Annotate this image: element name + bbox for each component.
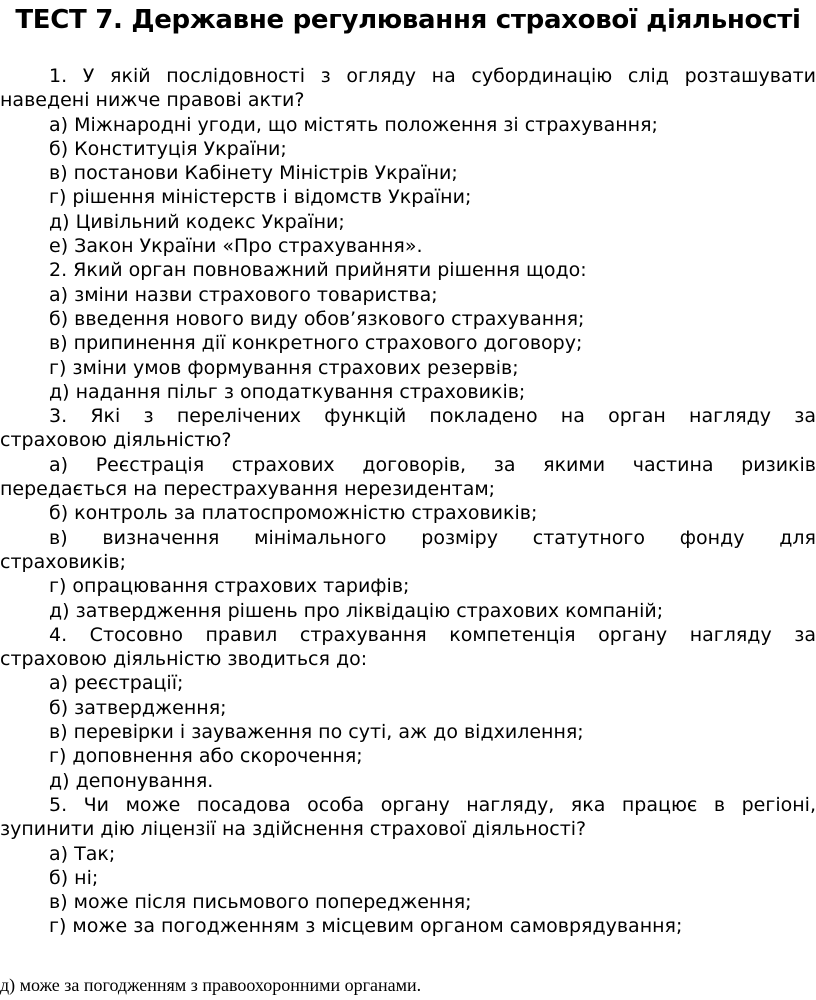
- question-4-line-1: 4. Стосовно правил страхування компетенція органу нагляду за: [49, 623, 816, 646]
- option-line: г) опрацювання страхових тарифів;: [49, 575, 410, 598]
- question-5-line-2: зупинити дію ліцензії на здійснення страхової діяльності?: [0, 818, 587, 841]
- question-3-line-2: страховою діяльністю?: [0, 429, 232, 452]
- option-line: в) може після письмового попередження;: [49, 891, 472, 914]
- question-4-line-2: страховою діяльністю зводиться до:: [0, 648, 368, 671]
- option-line: б) контроль за платоспроможністю страховиків;: [49, 502, 538, 525]
- option-line: а) Так;: [49, 842, 116, 865]
- option-line: в) визначення мінімального розміру статутного фонду для: [49, 526, 816, 549]
- option-line: б) введення нового виду обов’язкового страхування;: [49, 307, 585, 330]
- option-line: а) Реєстрація страхових договорів, за якими частина ризиків: [49, 453, 816, 476]
- question-1-line-1: 1. У якій послідовності з огляду на субординацію слід розташувати: [49, 65, 816, 87]
- option-line: а) Міжнародні угоди, що містять положення зі страхування;: [49, 113, 658, 136]
- option-line: д) затвердження рішень про ліквідацію страхових компаній;: [49, 599, 664, 622]
- question-3-line-1: 3. Які з перелічених функцій покладено на орган нагляду за: [49, 405, 816, 428]
- option-line: г) доповнення або скорочення;: [49, 745, 363, 768]
- option-line: в) припинення дії конкретного страхового договору;: [49, 332, 583, 355]
- test-body: [0, 64, 816, 939]
- option-line: а) зміни назви страхового товариства;: [49, 283, 438, 306]
- option-line-cont: страховиків;: [0, 550, 126, 573]
- option-line: б) ні;: [49, 866, 99, 889]
- option-line: б) Конституція України;: [49, 137, 287, 160]
- option-line: е) Закон України «Про страхування».: [49, 235, 423, 258]
- question-2: 2. Який орган повноважний прийняти рішення щодо:: [49, 259, 587, 282]
- option-line: г) рішення міністерств і відомств України;: [49, 186, 472, 209]
- option-line: а) реєстрації;: [49, 672, 184, 695]
- option-line: д) Цивільний кодекс України;: [49, 210, 345, 233]
- question-1-line-2: наведені нижче правові акти?: [0, 89, 305, 112]
- option-line: в) перевірки і зауваження по суті, аж до відхилення;: [49, 721, 584, 744]
- option-line: д) депонування.: [49, 769, 214, 792]
- question-5-line-1: 5. Чи може посадова особа органу нагляду, яка працює в регіоні,: [49, 793, 816, 816]
- page-title: ТЕСТ 7. Державне регулювання страхової діяльності: [15, 5, 801, 35]
- option-line: д) надання пільг з оподаткування страховиків;: [49, 380, 526, 403]
- option-line: в) постанови Кабінету Міністрів України;: [49, 162, 458, 185]
- option-line: г) зміни умов формування страхових резервів;: [49, 356, 519, 379]
- option-line: г) може за погодженням з місцевим органом самоврядування;: [49, 915, 683, 938]
- option-line-cont: передається на перестрахування нерезидентам;: [0, 478, 496, 501]
- option-line-last: д) може за погодженням з правоохоронними органами.: [0, 975, 422, 995]
- option-line: б) затвердження;: [49, 696, 227, 719]
